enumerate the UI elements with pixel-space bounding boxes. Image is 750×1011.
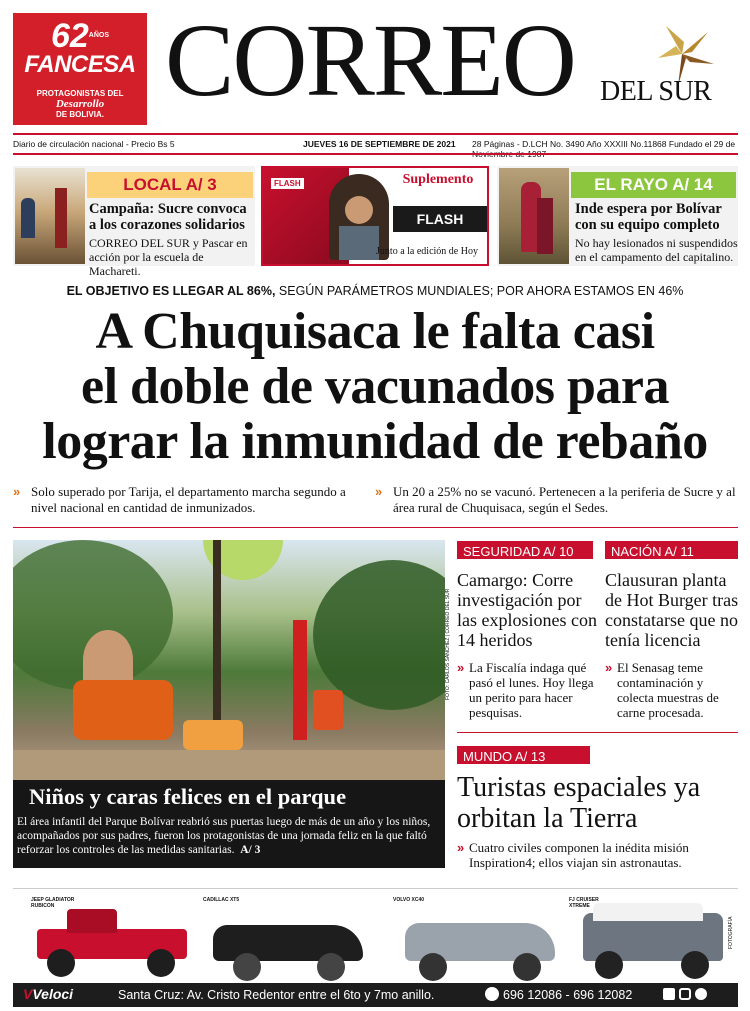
bullet-icon: » (457, 840, 465, 855)
car-jeep-icon (37, 905, 187, 973)
ad-address: Santa Cruz: Av. Cristo Redentor entre el 6to y 7mo anillo. (118, 988, 435, 1002)
story-divider (457, 732, 738, 733)
fancesa-ad-logo[interactable] (13, 13, 147, 125)
story-seguridad-title[interactable]: Camargo: Corre investigación por las explosiones con 14 heridos (457, 570, 597, 650)
promo-rayo-title: Inde espera por Bolívar con su equipo completo (575, 201, 722, 233)
ad-phones[interactable]: 696 12086 - 696 12082 (503, 988, 633, 1002)
promo-local[interactable] (13, 166, 255, 278)
phone-icon (485, 987, 499, 1001)
story-mundo-text: » Cuatro civiles componen la inédita misión Inspiration4; ellos viajan sin astronautas. (457, 840, 689, 870)
logo-tagline: PROTAGONISTAS DEL Desarrollo DE BOLIVIA. (36, 89, 124, 119)
whatsapp-icon[interactable] (695, 988, 707, 1000)
lead-photo (13, 540, 445, 780)
promo-local-section: LOCAL A/ 3 (87, 172, 253, 198)
logo-anniversary-number: $62^{AÑOS}$ (50, 17, 110, 55)
photo-caption-box (13, 780, 445, 868)
bullet-icon: » (457, 660, 465, 675)
promo-rayo-text: No hay lesionados ni suspendidos en el campamento del capitalino. (575, 236, 738, 264)
promo-rayo-section: EL RAYO A/ 14 (571, 172, 736, 198)
supplement-mini-logo: FLASH (271, 178, 304, 189)
ad-brand: VVeloci (23, 986, 74, 1002)
car-cadillac-icon (213, 903, 363, 975)
promo-rayo[interactable] (497, 166, 738, 266)
circulation-info: Diario de circulación nacional - Precio Bs 5 (13, 139, 175, 149)
info-rule (13, 153, 738, 155)
photo-caption-text: El área infantil del Parque Bolívar reabrió sus puertas luego de más de un año y los niños, acompañados por sus padres, fueron los protagonistas de una jornada feliz en la que faltó reforzar los controles de las medidas sanitarias. A/ 3 (17, 816, 431, 856)
issue-date: JUEVES 16 DE SEPTIEMBRE DE 2021 (303, 139, 456, 149)
bullet-icon: » (13, 484, 21, 499)
lead-headline[interactable]: A Chuquisaca le falta casi el doble de vacunados para lograr la inmunidad de rebaño (42, 303, 708, 470)
masthead-title: CORREO (165, 3, 575, 118)
photo-caption-title[interactable]: Niños y caras felices en el parque (29, 784, 347, 809)
story-mundo-section: MUNDO A/ 13 (457, 746, 590, 764)
ad-contact-bar (13, 983, 738, 1007)
ad-car-name: FJ CRUISER XTREME (569, 897, 599, 909)
car-volvo-icon (405, 903, 555, 975)
lead-deck-left: » Solo superado por Tarija, el departamento marcha segundo a nivel nacional en cantidad de inmunizados. (13, 484, 346, 515)
promo-local-title: Campaña: Sucre convoca a los corazones solidarios (89, 201, 247, 233)
top-rule (13, 133, 738, 135)
bullet-icon: » (605, 660, 613, 675)
photo-credit: FOTO: CARLOS SANCHEZ | CORREO DEL SUR (445, 588, 451, 700)
logo-brand: FANCESA (24, 51, 136, 78)
story-nacion-title[interactable]: Clausuran planta de Hot Burger tras constatarse que no tenía licencia (605, 570, 739, 650)
story-mundo-title[interactable]: Turistas espaciales ya orbitan la Tierra (457, 772, 701, 834)
lead-kicker: EL OBJETIVO ES LLEGAR AL 86%, SEGÚN PARÁMETROS MUNDIALES; POR AHORA ESTAMOS EN 46% (66, 284, 684, 298)
ad-car-name: VOLVO XC40 (393, 897, 425, 903)
story-nacion-section: NACIÓN A/ 11 (605, 541, 738, 559)
supplement-note: Junto a la edición de Hoy (376, 246, 478, 257)
supplement-name: FLASH (393, 206, 487, 232)
story-seguridad-text: » La Fiscalía indaga qué pasó el lunes. Hoy llega un perito para hacer pesquisas. (457, 660, 594, 720)
masthead-subtitle: DEL SUR (600, 76, 712, 107)
car-fj-cruiser-icon (583, 899, 723, 977)
section-rule (13, 527, 738, 528)
bullet-icon: » (375, 484, 383, 499)
ad-car-name: CADILLAC XT5 (203, 897, 240, 903)
story-seguridad-section: SEGURIDAD A/ 10 (457, 541, 593, 559)
story-nacion-text: » El Senasag teme contaminación y colecta muestras de carne procesada. (605, 660, 719, 720)
supplement-label: Suplemento (402, 172, 474, 187)
facebook-icon[interactable] (663, 988, 675, 1000)
promo-rayo-photo (499, 168, 569, 264)
promo-local-text: CORREO DEL SUR y Pascar en acción por la escuela de Machareti. (89, 236, 248, 278)
lead-deck-right: » Un 20 a 25% no se vacunó. Pertenecen a la periferia de Sucre y al área rural de Chuquisaca, según el Sedes. (375, 484, 736, 515)
promo-supplement[interactable] (261, 166, 489, 266)
ad-car-name: JEEP GLADIATOR RUBICON (31, 897, 75, 909)
ad-side-code: FOTOGRAFÍA (728, 916, 734, 949)
instagram-icon[interactable] (679, 988, 691, 1000)
promo-local-photo (15, 168, 85, 264)
issue-info: 28 Páginas - D.LCH No. 3490 Año XXXIII No.11868 Fundado el 29 de (472, 139, 736, 149)
